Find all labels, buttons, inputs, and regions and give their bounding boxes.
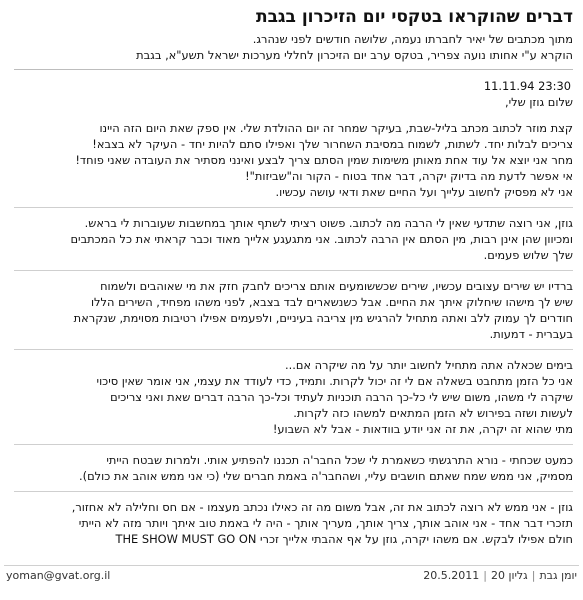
- paragraph-line: כמעט שכחתי - נורא התרגשתי כשאמרת לי שכל החבר'ה תכננו להפתיע אותי. ולמרות שבטח הייתי: [106, 453, 573, 467]
- letter-paragraph: [14, 357, 573, 437]
- paragraph-line: בימים שכאלה אתה מתחיל לחשוב יותר על מה שיקרה אם...: [284, 358, 573, 372]
- footer-issue: גליון 20: [490, 569, 528, 582]
- paragraph-line: גוזן - אני ממש לא רוצה לכתוב את זה, אבל משום מה זה כאילו נכתב מעצמו - אם חס וחלילה לא אחזור,: [71, 500, 573, 514]
- letter-date: 11.11.94 23:30: [483, 79, 571, 93]
- footer-separator: |: [483, 569, 487, 582]
- paragraph-line: שיש לך מישהו שיחלוק איתך את החיים. אבל כשנשארים לבד בצבא, לפני משהו מפחיד, השירים הללו: [90, 295, 573, 309]
- divider: [14, 69, 573, 70]
- paragraph-divider: [14, 444, 573, 445]
- letter-paragraph: [14, 499, 573, 547]
- letter-paragraphs: [14, 120, 573, 547]
- paragraph-line: קצת מוזר לכתוב מכתב בליל-שבת, בעיקר שמחר זה יום ההולדת שלי. אין ספק שאת היום הזה היינו: [99, 121, 573, 135]
- letter-greeting: שלום גוזן שלי,: [504, 95, 573, 109]
- paragraph-line: צריכים לבלות יחד. לשתות, לשמוח במסיבת השחרור שלך ואפילו סתם להיות יחד - העיקר לא בצבא!: [92, 137, 573, 151]
- letter-dateline: [14, 78, 573, 94]
- paragraph-divider: [14, 207, 573, 208]
- paragraph-line: בעברית - דמעות.: [489, 327, 573, 341]
- paragraph-line: ברדיו יש שירים עצובים עכשיו, שירים שכששומעים אותם צריכים לחבק חזק את מי שאוהבים ולשמוח: [100, 279, 573, 293]
- letter-paragraph: [14, 278, 573, 342]
- paragraph-divider: [14, 349, 573, 350]
- paragraph-line: שלך שלוש פעמים.: [483, 248, 573, 262]
- letter-paragraph: [14, 452, 573, 484]
- document-title: דברים שהוקראו בטקסי יום הזיכרון בגבת: [255, 7, 573, 27]
- footer-email[interactable]: yoman@gvat.org.il: [6, 569, 111, 582]
- paragraph-line: גוזן, אני רוצה שתדעי שאין לי הרבה מה לכתוב. פשוט רציתי לשתף אותך במחשבות שעוברות לי בראש.: [84, 216, 573, 230]
- letter-paragraph: [14, 215, 573, 263]
- paragraph-divider: [14, 491, 573, 492]
- paragraph-line: אי אפשר לדעת מה בדיוק יקרה, דבר אחד בטוח - הקור וה"שביזות"!: [245, 169, 573, 183]
- paragraph-line: מחר אני יוצא אל עוד אחת מאותן משימות שמין הסתם צריך לבצע ואינני מסתיר את העובדה שאני פוחד!: [75, 153, 573, 167]
- paragraph-line: מתי שהוא זה יקרה, את זה אני יודע בוודאות - אבל לא השבוע!: [272, 422, 573, 436]
- paragraph-line: לעשות ושזה בפירוש לא הזמן המתאים למשהו כזה לקרות.: [293, 406, 573, 420]
- intro-line: מתוך מכתבים של יאיר לחברתו נעמה, שלושה חודשים לפני שנהרג.: [252, 32, 573, 46]
- paragraph-line: אני כל הזמן מתחבט בשאלה אם לי זה יכול לקרות. ותמיד, כדי לעודד את עצמי, אני אומר שאין סיכוי: [96, 374, 573, 388]
- document-body: [14, 0, 573, 547]
- footer-source: יומן גבת: [539, 569, 577, 582]
- paragraph-line: ומכיוון שהן אינן רבות, מין הסתם אין הרבה לכתוב. אני מתגעגע אלייך מאוד וכבר קראתי את כל המכתבים: [70, 232, 573, 246]
- paragraph-line: תזכרי דבר אחד - אני אוהב אותך, צריך אותך, מעריך אותך - היה לי באמת טוב איתך ויותר מזה לא הייתי: [78, 516, 573, 530]
- footer-separator: |: [531, 569, 536, 582]
- paragraph-line: אני לא מפסיק לחשוב עלייך ועל החיים שאת ודאי עושה עכשיו.: [275, 185, 573, 199]
- footer-date: 20.5.2011: [423, 569, 480, 582]
- intro-line: הוקרא ע"י אחותו נועה צפריר, בטקס ערב יום הזיכרון לחללי מערכות ישראל תשע"א, בגבת: [136, 48, 573, 62]
- page-footer: [4, 567, 579, 585]
- footer-meta: [423, 567, 577, 585]
- footer-divider: [4, 565, 579, 566]
- paragraph-line: חודרים לך עמוק ללב ואתה מתחיל להרגיש מין צריבה בעיניים, ולפעמים אפילו רטיבות מסוימת, שנקראת: [73, 311, 573, 325]
- paragraph-line: שיקרה לי משהו, משום שיש לי כל-כך הרבה תוכניות לעתיד וכל-כך הרבה דברים שאת ואני צריכים: [110, 390, 573, 404]
- paragraph-divider: [14, 270, 573, 271]
- paragraph-line: חולם אפילו לבקש. אם משהו יקרה, גוזן על אף אהבתי אלייך זכרי THE SHOW MUST GO ON: [115, 532, 573, 546]
- letter-paragraph: [14, 120, 573, 200]
- intro: [14, 31, 573, 63]
- paragraph-line: מסמיק, אני ממש שמח שאתם חושבים עליי, ושהחבר'ה באמת חברים שלי (כי אני ממש אוהב את כולם).: [79, 469, 573, 483]
